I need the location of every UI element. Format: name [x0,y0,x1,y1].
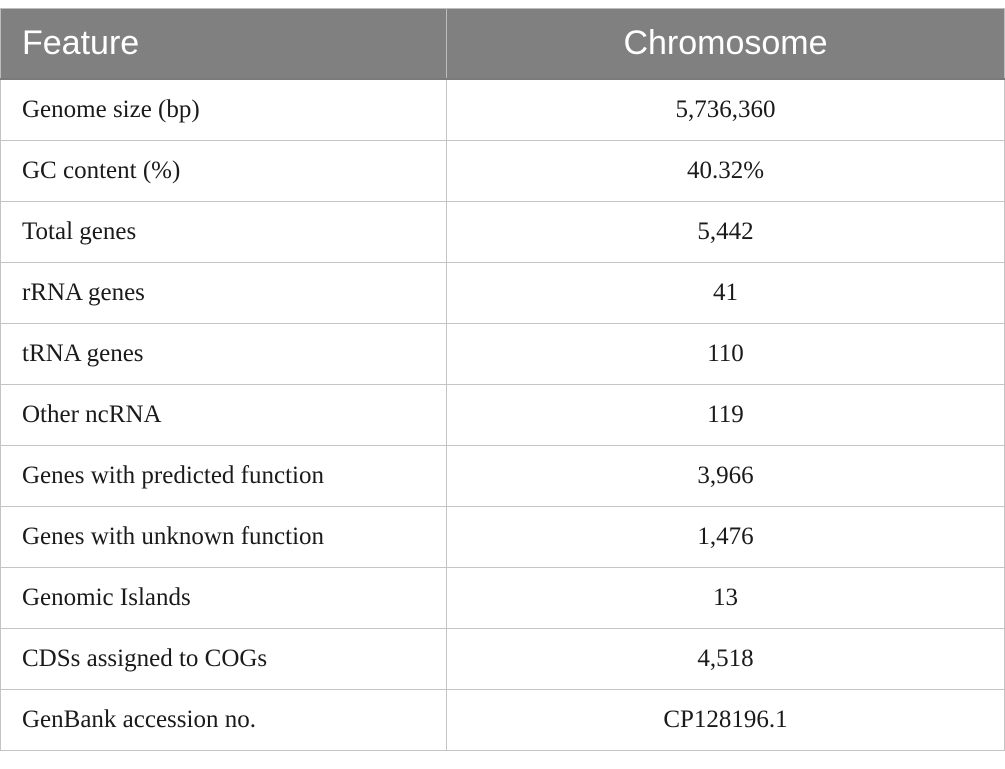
feature-cell: Genes with predicted function [1,446,447,507]
header-row [1,9,1005,80]
feature-cell: tRNA genes [1,324,447,385]
chromosome-column-header: Chromosome [447,9,1005,80]
feature-cell: Genomic Islands [1,568,447,629]
table-row [1,629,1005,690]
value-cell: 5,442 [447,202,1005,263]
feature-cell: Genome size (bp) [1,79,447,141]
feature-cell: Other ncRNA [1,385,447,446]
genome-features-table-container [0,8,1004,751]
value-cell: 1,476 [447,507,1005,568]
value-cell: 3,966 [447,446,1005,507]
table-row [1,507,1005,568]
feature-cell: rRNA genes [1,263,447,324]
table-row [1,690,1005,751]
table-row [1,324,1005,385]
value-cell: 5,736,360 [447,79,1005,141]
table-row [1,446,1005,507]
feature-column-header: Feature [1,9,447,80]
value-cell: 119 [447,385,1005,446]
table-row [1,263,1005,324]
value-cell: CP128196.1 [447,690,1005,751]
feature-cell: GenBank accession no. [1,690,447,751]
table-row [1,79,1005,141]
value-cell: 4,518 [447,629,1005,690]
genome-features-table [0,8,1005,751]
table-row [1,202,1005,263]
table-header [1,9,1005,80]
table-body [1,79,1005,751]
table-row [1,141,1005,202]
table-row [1,385,1005,446]
feature-cell: GC content (%) [1,141,447,202]
feature-cell: Total genes [1,202,447,263]
value-cell: 40.32% [447,141,1005,202]
value-cell: 41 [447,263,1005,324]
value-cell: 13 [447,568,1005,629]
table-row [1,568,1005,629]
value-cell: 110 [447,324,1005,385]
feature-cell: CDSs assigned to COGs [1,629,447,690]
feature-cell: Genes with unknown function [1,507,447,568]
